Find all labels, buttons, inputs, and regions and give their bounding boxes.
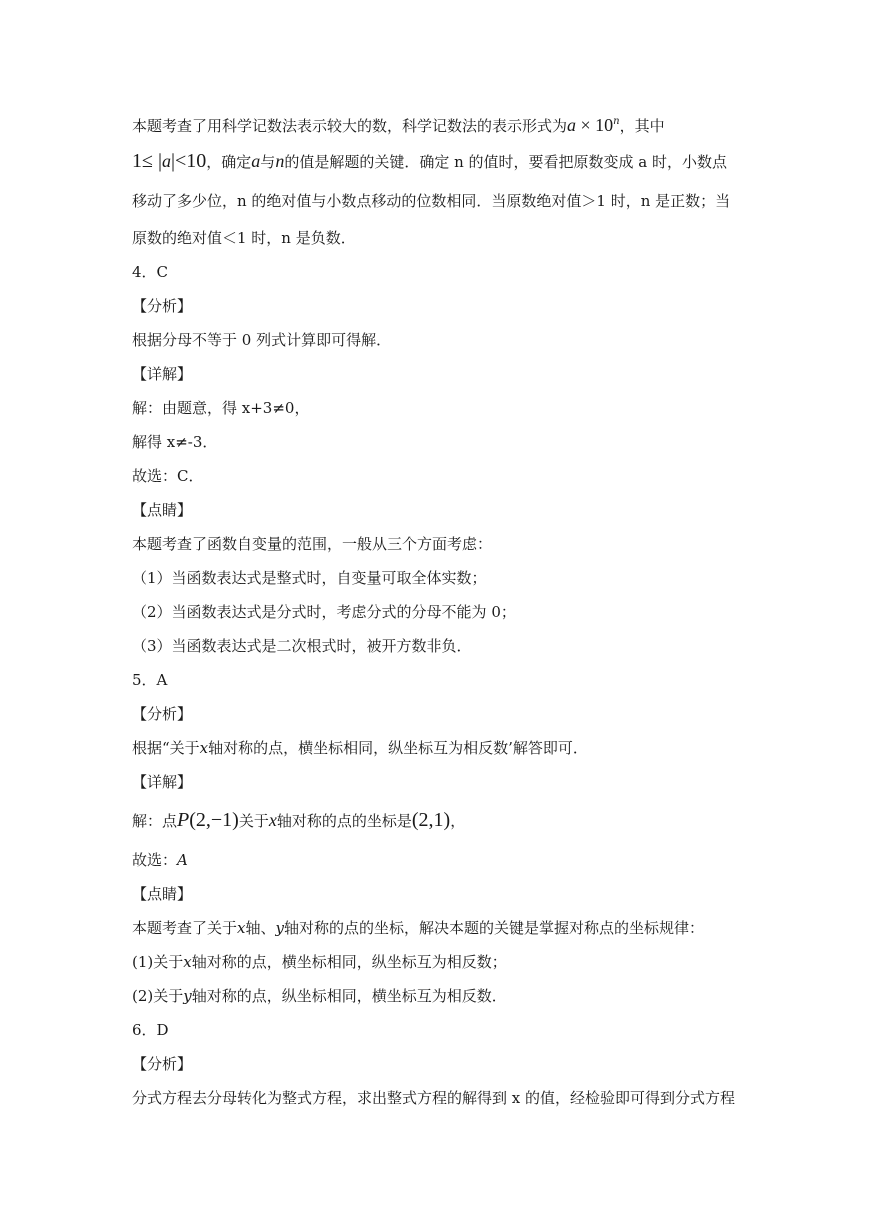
q4-answer: 4．C [132,263,169,281]
q5-detail-line1 [132,810,465,831]
math-x: x [183,953,192,971]
q3-note-line2 [132,151,727,172]
text: 轴对称的点的坐标，解决本题的关键是掌握对称点的坐标规律： [283,919,704,937]
math-range-end: |<10 [170,150,207,172]
text: 的值是解题的关键．确定 n 的值时，要看把原数变成 a 时，小数点 [284,153,727,171]
math-x: x [237,919,246,937]
text: 轴对称的点，横坐标相同，纵坐标互为相反数’解答即可． [208,739,588,757]
math-a: a [567,115,577,135]
q5-comment-line3 [132,986,507,1006]
text: ，其中 [619,117,665,135]
text: 轴对称的点，纵坐标相同，横坐标互为相反数． [191,987,507,1005]
text: 根据“关于 [132,739,200,757]
q5-analysis-heading: 【分析】 [132,705,193,723]
text: 轴、 [245,919,276,937]
q4-detail-heading: 【详解】 [132,365,193,383]
math-y: y [275,919,284,937]
math-n: n [275,151,285,171]
text: 轴对称的点，横坐标相同，纵坐标互为相反数； [191,953,507,971]
math-a: a [161,151,171,171]
math-exponent-n: n [613,116,620,127]
text: ，确定 [206,153,252,171]
q6-analysis-heading: 【分析】 [132,1055,193,1073]
q6-analysis-text: 分式方程去分母转化为整式方程，求出整式方程的解得到 x 的值，经检验即可得到分式方程 [132,1089,735,1107]
q4-detail-line1: 解：由题意，得 x+3≠0， [132,399,310,417]
math-point-coords: (2,−1) [189,809,239,831]
q4-comment-line3: （2）当函数表达式是分式时，考虑分式的分母不能为 0； [132,603,516,621]
q3-note-line4: 原数的绝对值＜1 时，n 是负数． [132,229,356,247]
q5-comment-line1 [132,918,704,938]
q4-comment-line4: （3）当函数表达式是二次根式时，被开方数非负． [132,637,472,655]
q4-detail-line2: 解得 x≠-3． [132,433,218,451]
q4-detail-line3: 故选：C． [132,467,204,485]
math-y: y [183,987,192,1005]
q4-comment-line1: 本题考查了函数自变量的范围，一般从三个方面考虑： [132,535,493,553]
text: ， [450,812,466,830]
q4-analysis-heading: 【分析】 [132,297,193,315]
text: 轴对称的点的坐标是 [276,812,412,830]
math-x: x [268,810,277,830]
q4-comment-heading: 【点睛】 [132,501,193,519]
text: (1)关于 [132,953,184,971]
q5-detail-heading: 【详解】 [132,773,193,791]
q4-comment-line2: （1）当函数表达式是整式时，自变量可取全体实数； [132,569,487,587]
q3-note-line3: 移动了多少位，n 的绝对值与小数点移动的位数相同．当原数绝对值＞1 时，n 是正数；当 [132,192,731,210]
text: 本题考查了用科学记数法表示较大的数，科学记数法的表示形式为 [132,117,568,135]
text: 与 [260,153,276,171]
text: 故选： [132,851,178,869]
text: 解：点 [132,812,178,830]
math-result-coords: (2,1) [411,809,451,831]
q5-comment-line2 [132,952,507,972]
math-point-p: P [177,809,190,831]
math-answer: A [177,851,188,869]
text: (2)关于 [132,987,184,1005]
text: 本题考查了关于 [132,919,238,937]
q5-comment-heading: 【点睛】 [132,885,193,903]
math-range-start: 1≤ | [132,150,162,172]
math-times-ten: × 10 [576,115,614,135]
text: 关于 [238,812,269,830]
q5-detail-line2 [132,850,188,870]
q6-answer: 6．D [132,1021,169,1039]
math-x: x [199,739,209,757]
math-a: a [251,151,261,171]
q4-analysis-text: 根据分母不等于 0 列式计算即可得解． [132,331,392,349]
q5-answer: 5．A [132,671,168,689]
q5-analysis-text [132,738,588,758]
q3-note-line1 [132,112,665,136]
